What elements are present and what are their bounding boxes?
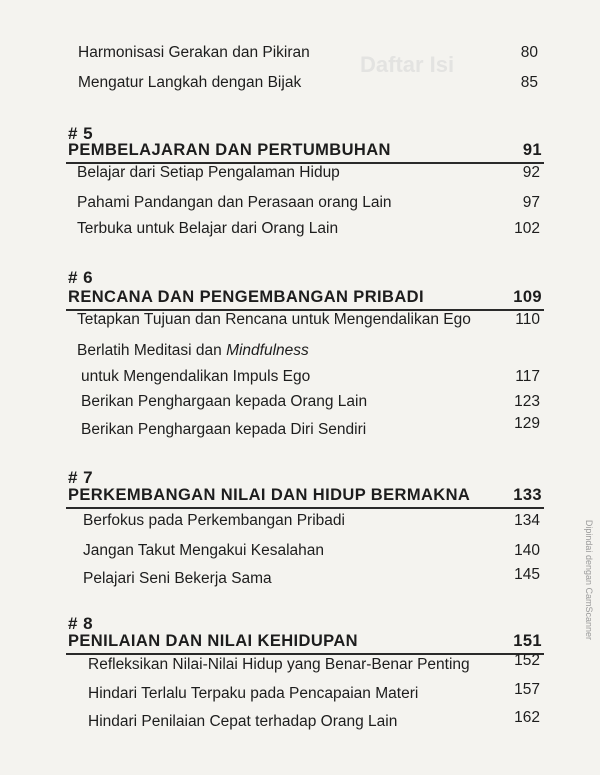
toc-entry-title: Terbuka untuk Belajar dari Orang Lain bbox=[77, 220, 339, 237]
toc-entry-page: 97 bbox=[522, 194, 540, 211]
section-page: 151 bbox=[513, 632, 542, 650]
toc-entry[interactable] bbox=[77, 306, 540, 334]
scanner-watermark: Dipindai dengan CamScanner bbox=[584, 519, 594, 640]
toc-entry[interactable] bbox=[88, 680, 540, 708]
toc-entry-page: 152 bbox=[514, 652, 540, 669]
toc-entry-title: Jangan Takut Mengakui Kesalahan bbox=[83, 542, 324, 559]
toc-entry[interactable] bbox=[77, 189, 540, 217]
section-heading[interactable] bbox=[68, 481, 542, 509]
toc-entry-page: 140 bbox=[514, 542, 540, 559]
toc-entry[interactable] bbox=[83, 565, 540, 593]
section-number: # 8 bbox=[68, 614, 94, 633]
toc-entry-title: Berikan Penghargaan kepada Orang Lain bbox=[81, 393, 368, 410]
toc-entry-page: 110 bbox=[515, 311, 540, 328]
toc-entry-page: 80 bbox=[520, 44, 538, 61]
toc-entry-title: Berfokus pada Perkembangan Pribadi bbox=[83, 512, 345, 529]
section-number: # 5 bbox=[68, 124, 94, 143]
toc-entry-title-italic: Mindfulness bbox=[226, 342, 309, 359]
section-title: PENILAIAN DAN NILAI KEHIDUPAN bbox=[68, 632, 358, 650]
toc-entry-title: Tetapkan Tujuan dan Rencana untuk Mengendalikan Ego bbox=[77, 311, 471, 328]
toc-entry-page: 145 bbox=[514, 566, 540, 583]
toc-entry[interactable] bbox=[78, 39, 538, 67]
toc-entry-title: Refleksikan Nilai-Nilai Hidup yang Benar-Benar Penting bbox=[88, 656, 470, 673]
toc-entry-title: untuk Mengendalikan Impuls Ego bbox=[81, 368, 311, 385]
toc-entry-title: Berikan Penghargaan kepada Diri Sendiri bbox=[81, 421, 367, 438]
section-page: 109 bbox=[513, 288, 542, 306]
toc-entry[interactable] bbox=[81, 416, 540, 444]
toc-entry[interactable] bbox=[83, 507, 540, 535]
toc-entry-page: 157 bbox=[514, 681, 540, 698]
toc-entry-page: 134 bbox=[514, 512, 540, 529]
section-page: 133 bbox=[513, 486, 542, 504]
toc-entry[interactable] bbox=[77, 337, 540, 365]
section-title: PERKEMBANGAN NILAI DAN HIDUP BERMAKNA bbox=[68, 486, 471, 504]
toc-entry-page: 117 bbox=[515, 368, 540, 385]
toc-entry[interactable] bbox=[77, 215, 540, 243]
toc-entry[interactable] bbox=[88, 708, 540, 736]
toc-entry-title: Mengatur Langkah dengan Bijak bbox=[78, 74, 302, 91]
toc-entry-title: Belajar dari Setiap Pengalaman Hidup bbox=[77, 164, 340, 181]
toc-entry[interactable] bbox=[77, 159, 540, 187]
toc-entry-title: Hindari Terlalu Terpaku pada Pencapaian Materi bbox=[88, 685, 419, 702]
section-number: # 6 bbox=[68, 268, 94, 287]
bleed-through-mark: Daftar Isi bbox=[360, 52, 455, 77]
toc-entry-page: 162 bbox=[514, 709, 540, 726]
toc-entry[interactable] bbox=[81, 388, 540, 416]
section-page: 91 bbox=[522, 141, 542, 159]
toc-entry-title: Hindari Penilaian Cepat terhadap Orang Lain bbox=[88, 713, 398, 730]
section-title: RENCANA DAN PENGEMBANGAN PRIBADI bbox=[68, 288, 424, 306]
section-number: # 7 bbox=[68, 468, 94, 487]
toc-entry[interactable] bbox=[78, 69, 538, 97]
toc-entry[interactable] bbox=[83, 537, 540, 565]
toc-entry-page: 92 bbox=[522, 164, 540, 181]
toc-entry[interactable] bbox=[88, 651, 540, 679]
toc-entry[interactable] bbox=[81, 363, 540, 391]
section-title: PEMBELAJARAN DAN PERTUMBUHAN bbox=[68, 141, 391, 159]
toc-entry-page: 85 bbox=[520, 74, 538, 91]
toc-entry-page: 123 bbox=[514, 393, 540, 410]
toc-entry-title: Pahami Pandangan dan Perasaan orang Lain bbox=[77, 194, 392, 211]
toc-entry-title: Harmonisasi Gerakan dan Pikiran bbox=[78, 44, 310, 61]
toc-entry-title-part: Berlatih Meditasi dan bbox=[77, 342, 227, 359]
toc-entry-title bbox=[77, 337, 309, 365]
toc-entry-title: Pelajari Seni Bekerja Sama bbox=[83, 570, 272, 587]
toc-entry-page: 129 bbox=[514, 415, 540, 432]
toc-entry-page: 102 bbox=[514, 220, 540, 237]
